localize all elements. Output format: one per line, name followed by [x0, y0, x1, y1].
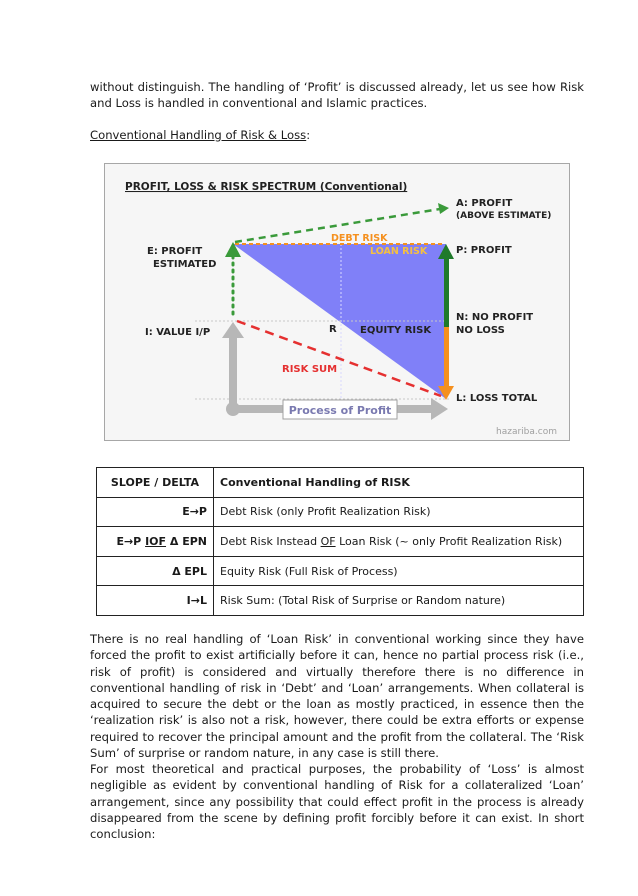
point-e-sublabel: ESTIMATED — [153, 259, 217, 270]
watermark: hazariba.com — [496, 427, 557, 437]
body-paragraph-2: For most theoretical and practical purposes, the probability of ‘Loss’ is almost negligible as evident by conventional handling of Risk for a collateralized ‘Loan’ arrangement, since any possibility that could effect profit in the process is already disappeared from the scene by defining profit forcibly before it can exist. In short conclusion: — [90, 762, 584, 842]
point-n-sublabel: NO LOSS — [456, 325, 505, 336]
handling-cell: Debt Risk Instead OF Loan Risk (~ only Profit Realization Risk) — [214, 527, 584, 557]
slope-cell: I→L — [97, 586, 214, 616]
equity-risk-label: EQUITY RISK — [360, 325, 432, 336]
table-row — [97, 586, 584, 616]
risk-spectrum-figure — [104, 163, 570, 441]
slope-cell: Δ EPL — [97, 556, 214, 586]
point-a-sublabel: (ABOVE ESTIMATE) — [456, 211, 552, 221]
arrow-a-head — [438, 203, 449, 214]
origin-dot — [226, 402, 240, 416]
point-a-label: A: PROFIT — [456, 198, 513, 209]
point-l-label: L: LOSS TOTAL — [456, 393, 538, 404]
value-input-bar — [229, 336, 237, 410]
table-row — [97, 527, 584, 557]
point-e-label: E: PROFIT — [147, 246, 203, 257]
process-label: Process of Profit — [288, 404, 392, 417]
process-arrow-head — [431, 398, 448, 420]
handling-cell: Debt Risk (only Profit Realization Risk) — [214, 497, 584, 527]
section-heading-colon: : — [306, 128, 311, 142]
handling-cell: Risk Sum: (Total Risk of Surprise or Random nature) — [214, 586, 584, 616]
header-slope: SLOPE / DELTA — [97, 468, 214, 498]
figure-title: PROFIT, LOSS & RISK SPECTRUM (Conventional) — [125, 181, 408, 193]
risk-sum-label: RISK SUM — [282, 364, 338, 375]
body-paragraph-1: There is no real handling of ‘Loan Risk’ in conventional working since they have forced the profit to exist artificially before it can, hence no partial process risk (i.e., risk of profit) is considered and virtually therefore there is no difference in conventional handling of risk in ‘Debt’ and ‘Loan’ arrangements. When collateral is acquired to secure the debt or the loan as mostly practiced, in essence then the ‘realization risk’ is also not a risk, however, there could be extra efforts or expense required to recover the principal amount and the profit from the collateral. The ‘Risk Sum’ of surprise or random nature, in any case is still there. — [90, 632, 584, 761]
r-label: R — [329, 324, 337, 335]
section-heading-text: Conventional Handling of Risk & Loss — [90, 128, 307, 142]
slope-cell: E→P IOF Δ EPN — [97, 527, 214, 557]
header-handling: Conventional Handling of RISK — [214, 468, 584, 498]
risk-spectrum-diagram — [105, 164, 570, 441]
loss-vertical-bar — [444, 327, 449, 387]
intro-paragraph: without distinguish. The handling of ‘Profit’ is discussed already, let us see how Risk and Loss is handled in conventional and Islamic practices. — [90, 80, 584, 111]
point-n-label: N: NO PROFIT — [456, 312, 534, 323]
section-heading — [90, 128, 310, 142]
risk-handling-table — [96, 467, 584, 616]
table-row — [97, 497, 584, 527]
point-i-label: I: VALUE I/P — [145, 327, 211, 338]
slope-cell: E→P — [97, 497, 214, 527]
loan-risk-label: LOAN RISK — [370, 246, 428, 257]
handling-cell: Equity Risk (Full Risk of Process) — [214, 556, 584, 586]
point-p-label: P: PROFIT — [456, 245, 512, 256]
debt-risk-label: DEBT RISK — [331, 233, 388, 244]
profit-vertical-bar — [444, 257, 449, 327]
table-row — [97, 556, 584, 586]
value-input-arrow-head — [222, 322, 244, 338]
table-header-row — [97, 468, 584, 498]
